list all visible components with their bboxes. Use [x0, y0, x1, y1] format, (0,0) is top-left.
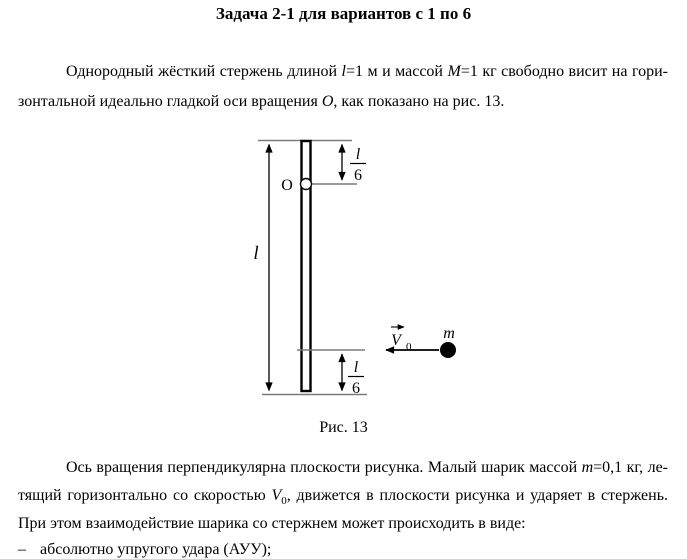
top-offset-denominator: 6: [354, 167, 362, 184]
pivot-label: O: [281, 177, 293, 194]
bottom-offset-denominator: 6: [352, 380, 360, 397]
pivot-axis-circle: [301, 179, 312, 190]
rod-length-label: l: [253, 243, 259, 264]
paragraph-line: Ось вращения перпендикулярна плоскости рисунка. Малый шарик массой m=0,1 кг, ле-: [66, 459, 669, 476]
figure-caption: Рис. 13: [319, 419, 368, 436]
ball-mass-label: m: [443, 325, 455, 342]
figure-rod-diagram: [0, 130, 500, 415]
velocity-label: V: [391, 332, 401, 349]
bottom-offset-numerator: l: [353, 359, 359, 376]
paragraph-line: Однородный жёсткий стержень длиной l=1 м и массой M=1 кг свободно висит на гори-: [66, 63, 669, 80]
paragraph-line: При этом взаимодействие шарика со стержнем может происходить в виде:: [18, 515, 526, 532]
bullet-dash: –: [18, 541, 26, 558]
paragraph-description: [18, 454, 668, 538]
list-item-text: абсолютно упругого удара (АУУ);: [40, 541, 272, 558]
list-item: [18, 536, 668, 559]
paragraph-problem-statement: [18, 57, 668, 117]
page-title: Задача 2-1 для вариантов с 1 по 6: [215, 4, 472, 23]
paragraph-line: тящий горизонтально со скоростью $V_0$, движется в плоскости рисунка и ударяет в стержень.: [18, 487, 668, 508]
velocity-subscript: 0: [406, 341, 412, 353]
top-offset-numerator: l: [355, 146, 361, 163]
ball: [440, 342, 456, 358]
paragraph-line: зонтальной идеально гладкой оси вращения О, как показано на рис. 13.: [18, 93, 505, 110]
